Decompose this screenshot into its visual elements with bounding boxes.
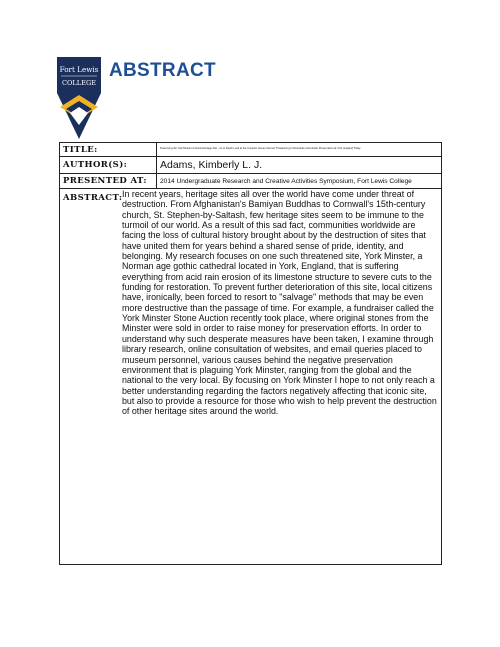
title-label: TITLE: bbox=[60, 143, 157, 156]
abstract-label: ABSTRACT: bbox=[63, 193, 123, 203]
abstract-row bbox=[60, 189, 441, 564]
logo-line1: Fort Lewis bbox=[59, 65, 99, 74]
presented-value: 2014 Undergraduate Research and Creative Activities Symposium, Fort Lewis College bbox=[160, 177, 412, 185]
abstract-heading: ABSTRACT bbox=[109, 60, 216, 81]
title-row bbox=[60, 143, 441, 157]
abstract-text: In recent years, heritage sites all over the world have come under threat of destruction. From Afghanistan's Bamiyan Buddhas to Cornwall's 15th-century church, St. Stephen-by-Saltash, few heritage sites seem to be immune to the turmoil of our world. As a result of this sad fact, communities worldwide are facing the loss of cultural history brought about by the destruction of sites that have united them for years behind a shared sense of pride, identity, and belonging. My research focuses on one such threatened site, York Minster, a Norman age gothic cathedral located in York, England, that is suffering everything from acid rain erosion of its limestone structure to severe cuts to the funding for restoration. To prevent further deterioration of this site, local citizens have, ironically, been forced to resort to "salvage" methods that may be even more destructive than the passage of time. For example, a fundraiser called the York Minster Stone Auction recently took place, where original stones from the Minster were sold in order to raise money for preservation efforts. In order to understand why such desperate measures have been taken, I examine through library research, online consultation of websites, and email queries placed to museum personnel, various causes behind the negative preservation environment that is plaguing York Minster, ranging from the global and the national to the very local. By focusing on York Minster I hope to not only reach a better understanding regarding the factors negatively affecting that iconic site, but also to provide a resource for those who wish to help prevent the destruction of other heritage sites around the world. bbox=[122, 189, 437, 417]
author-row bbox=[60, 157, 441, 174]
author-label: AUTHOR(S): bbox=[60, 157, 157, 173]
fort-lewis-college-logo bbox=[57, 57, 101, 139]
title-value: Preserving the York Minster Cultural Heritage Site - an In Depth Look at the Complex Issues that are Threatening to Dismantle and Hinder Preservation at York, England Today bbox=[160, 147, 361, 151]
presented-label: PRESENTED AT: bbox=[60, 174, 157, 188]
logo-line2: COLLEGE bbox=[61, 79, 97, 87]
abstract-body bbox=[122, 189, 441, 564]
author-value: Adams, Kimberly L. J. bbox=[160, 159, 263, 171]
presented-row bbox=[60, 174, 441, 189]
info-table bbox=[59, 142, 442, 565]
